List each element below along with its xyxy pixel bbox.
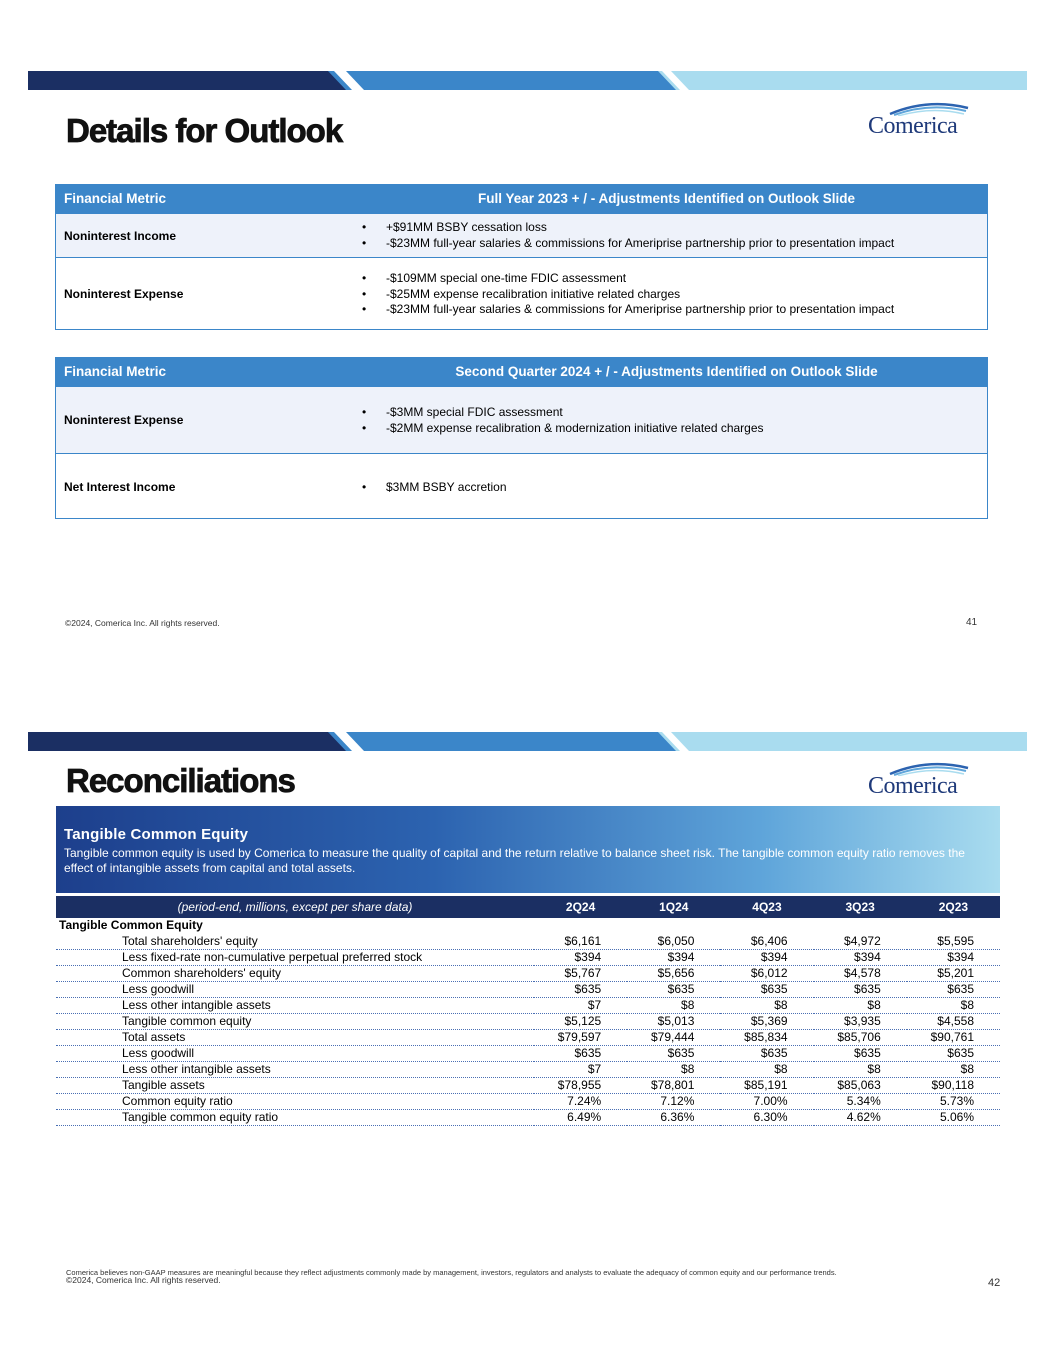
cell-value: $4,558 <box>907 1013 1000 1029</box>
row-label: Less other intangible assets <box>56 1061 534 1077</box>
cell-value: 5.34% <box>814 1093 907 1109</box>
row-label: Less other intangible assets <box>56 997 534 1013</box>
page-number: 41 <box>966 617 978 628</box>
cell-value: $3,935 <box>814 1013 907 1029</box>
table-row <box>56 949 1000 965</box>
cell-value: $394 <box>627 949 720 965</box>
row-label: Total assets <box>56 1029 534 1045</box>
cell-value: $7 <box>534 997 627 1013</box>
cell-value: $8 <box>814 997 907 1013</box>
column-header: 2Q24 <box>534 896 627 918</box>
list-item: • -$3MM special FDIC assessment <box>362 405 764 421</box>
table-row <box>56 965 1000 981</box>
list-item: • +$91MM BSBY cessation loss <box>362 220 894 236</box>
cell-value: 7.12% <box>627 1093 720 1109</box>
cell-value: $79,597 <box>534 1029 627 1045</box>
table-body <box>56 918 1000 1125</box>
table-row <box>56 1045 1000 1061</box>
metric-label: Noninterest Income <box>64 229 177 243</box>
cell-value: $635 <box>720 981 813 997</box>
list-item: • -$23MM full-year salaries & commissions for Ameriprise partnership prior to presentation impact <box>362 236 894 252</box>
table-row <box>56 1077 1000 1093</box>
comerica-logo <box>868 760 978 800</box>
header-stripe <box>28 732 1027 751</box>
cell-value: $635 <box>720 1045 813 1061</box>
table-header-row <box>56 896 1000 918</box>
cell-value: $90,118 <box>907 1077 1000 1093</box>
cell-value: 7.24% <box>534 1093 627 1109</box>
non-gaap-footnote: Comerica believes non-GAAP measures are meaningful because they reflect adjustments commonly made by management, investors, regulators and analysts to evaluate the adequacy of common equity and our performance trends. <box>66 1268 837 1277</box>
table-row <box>56 1061 1000 1077</box>
cell-value: $4,972 <box>814 934 907 950</box>
cell-value: $394 <box>814 949 907 965</box>
cell-value: $6,161 <box>534 934 627 950</box>
tce-banner <box>56 806 1000 893</box>
cell-value: $8 <box>720 1061 813 1077</box>
cell-value: $5,201 <box>907 965 1000 981</box>
metric-label: Net Interest Income <box>64 480 176 494</box>
cell-value: 6.49% <box>534 1109 627 1125</box>
metric-label: Noninterest Expense <box>64 287 184 301</box>
logo-text: Comerica <box>868 773 958 799</box>
cell-value: $78,801 <box>627 1077 720 1093</box>
cell-value: 5.06% <box>907 1109 1000 1125</box>
column-header: 2Q23 <box>907 896 1000 918</box>
cell-value: $6,012 <box>720 965 813 981</box>
cell-value: $5,656 <box>627 965 720 981</box>
cell-value: $8 <box>720 997 813 1013</box>
list-item: • $3MM BSBY accretion <box>362 480 507 496</box>
cell-value: $78,955 <box>534 1077 627 1093</box>
cell-value: $85,063 <box>814 1077 907 1093</box>
row-label: Common shareholders' equity <box>56 965 534 981</box>
column-header: 4Q23 <box>720 896 813 918</box>
row-label: Tangible common equity <box>56 1013 534 1029</box>
table-row <box>56 1109 1000 1125</box>
cell-value: 6.30% <box>720 1109 813 1125</box>
section-label: Tangible Common Equity <box>59 918 203 933</box>
cell-value: $8 <box>814 1061 907 1077</box>
row-label: Tangible assets <box>56 1077 534 1093</box>
list-item: • -$23MM full-year salaries & commissions for Ameriprise partnership prior to presentation impact <box>362 302 894 318</box>
logo-text: Comerica <box>868 113 958 139</box>
cell-value: $635 <box>907 1045 1000 1061</box>
cell-value: $635 <box>814 1045 907 1061</box>
cell-value: $85,706 <box>814 1029 907 1045</box>
cell-value: $79,444 <box>627 1029 720 1045</box>
cell-value: $4,578 <box>814 965 907 981</box>
list-item: • -$2MM expense recalibration & modernization initiative related charges <box>362 421 764 437</box>
column-header-label: (period-end, millions, except per share data) <box>56 896 534 918</box>
banner-title: Tangible Common Equity <box>64 826 249 843</box>
cell-value: $8 <box>627 1061 720 1077</box>
list-item: • -$109MM special one-time FDIC assessment <box>362 271 894 287</box>
cell-value: $90,761 <box>907 1029 1000 1045</box>
row-label: Less fixed-rate non-cumulative perpetual preferred stock <box>56 949 534 965</box>
header-metric: Financial Metric <box>64 364 167 379</box>
cell-value: $8 <box>907 997 1000 1013</box>
reconciliation-table <box>56 896 1000 1126</box>
cell-value: $394 <box>907 949 1000 965</box>
cell-value: $8 <box>627 997 720 1013</box>
cell-value: 4.62% <box>814 1109 907 1125</box>
table-row <box>56 934 1000 950</box>
cell-value: 7.00% <box>720 1093 813 1109</box>
cell-value: $5,013 <box>627 1013 720 1029</box>
cell-value: $635 <box>907 981 1000 997</box>
cell-value: $394 <box>720 949 813 965</box>
cell-value: $5,369 <box>720 1013 813 1029</box>
cell-value: $6,050 <box>627 934 720 950</box>
cell-value: $394 <box>534 949 627 965</box>
header-metric: Financial Metric <box>64 191 167 206</box>
copyright: ©2024, Comerica Inc. All rights reserved. <box>66 1275 221 1285</box>
copyright: ©2024, Comerica Inc. All rights reserved. <box>65 618 220 628</box>
row-label: Common equity ratio <box>56 1093 534 1109</box>
row-label: Less goodwill <box>56 981 534 997</box>
list-item: • -$25MM expense recalibration initiative related charges <box>362 287 894 303</box>
cell-value: $5,125 <box>534 1013 627 1029</box>
cell-value: $5,595 <box>907 934 1000 950</box>
cell-value: $635 <box>534 981 627 997</box>
metric-label: Noninterest Expense <box>64 413 184 427</box>
cell-value: $5,767 <box>534 965 627 981</box>
column-header: 3Q23 <box>814 896 907 918</box>
column-header: 1Q24 <box>627 896 720 918</box>
cell-value: 5.73% <box>907 1093 1000 1109</box>
header-adjustments: Second Quarter 2024 + / - Adjustments Identified on Outlook Slide <box>455 364 878 379</box>
cell-value: $85,191 <box>720 1077 813 1093</box>
banner-description: Tangible common equity is used by Comerica to measure the quality of capital and the return relative to balance sheet risk. The tangible common equity ratio removes the effect of intangible assets from capital and total assets. <box>64 846 965 875</box>
table-row <box>56 997 1000 1013</box>
cell-value: $635 <box>627 1045 720 1061</box>
cell-value: $7 <box>534 1061 627 1077</box>
row-label: Tangible common equity ratio <box>56 1109 534 1125</box>
table-row <box>56 1093 1000 1109</box>
table-row <box>56 981 1000 997</box>
cell-value: $635 <box>534 1045 627 1061</box>
page-number: 42 <box>988 1277 1001 1289</box>
cell-value: $635 <box>627 981 720 997</box>
section-row <box>56 918 1000 934</box>
cell-value: $8 <box>907 1061 1000 1077</box>
cell-value: 6.36% <box>627 1109 720 1125</box>
header-adjustments: Full Year 2023 + / - Adjustments Identified on Outlook Slide <box>478 191 855 206</box>
page-title: Reconciliations <box>66 762 295 799</box>
table-row <box>56 1029 1000 1045</box>
page-title: Details for Outlook <box>66 112 343 149</box>
table-row <box>56 1013 1000 1029</box>
cell-value: $85,834 <box>720 1029 813 1045</box>
row-label: Less goodwill <box>56 1045 534 1061</box>
row-label: Total shareholders' equity <box>56 934 534 950</box>
cell-value: $635 <box>814 981 907 997</box>
cell-value: $6,406 <box>720 934 813 950</box>
